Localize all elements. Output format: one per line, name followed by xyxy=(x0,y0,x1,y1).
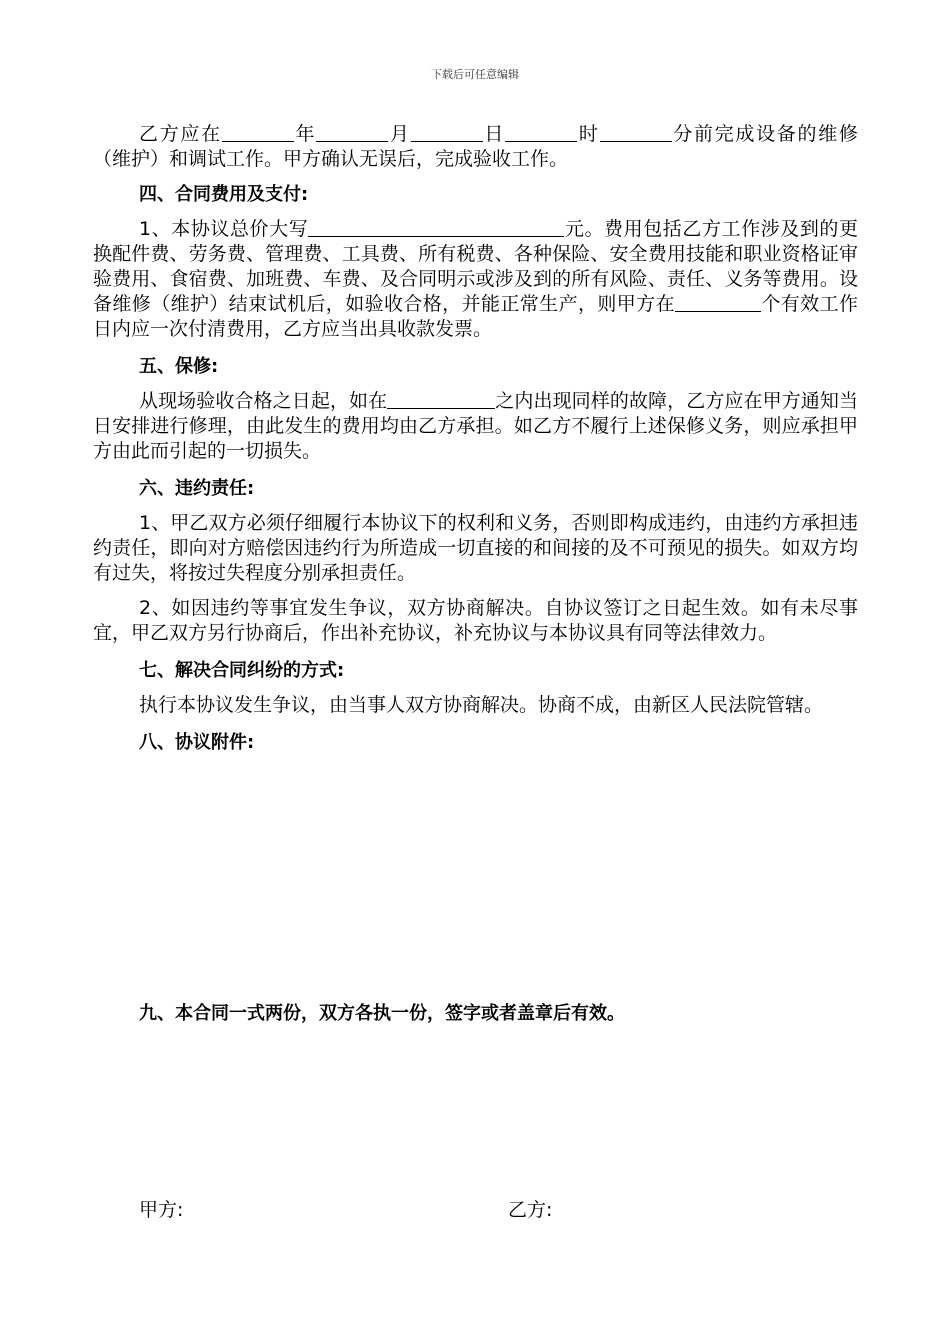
text-segment: 年 xyxy=(293,123,317,145)
section-heading-warranty: 五、保修: xyxy=(139,356,219,377)
warranty-clause xyxy=(93,389,858,464)
day-blank[interactable] xyxy=(411,123,483,142)
text-segment: 日 xyxy=(482,123,506,145)
party-b-signature-label: 乙方: xyxy=(508,1199,553,1221)
text-segment: 个有效工作日内应一次付清费用，乙方应当出具收款发票。 xyxy=(93,293,858,340)
text-segment: 从现场验收合格之日起，如在 xyxy=(139,390,388,412)
text-segment: 月 xyxy=(388,123,411,145)
hour-blank[interactable] xyxy=(505,123,577,142)
breach-clause-1: 1、甲乙双方必须仔细履行本协议下的权利和义务，否则即构成违约，由违约方承担违约责任，即向对方赔偿因违约行为所造成一切直接的和间接的及不可预见的损失。如双方均有过失，将按过失程度分别承担责任。 xyxy=(93,512,858,584)
year-blank[interactable] xyxy=(222,123,294,142)
text-segment: 元。费用包括乙方工作涉及到的更换配件费、劳务费、管理费、工具费、所有税费、各种保险、安全费用技能和职业资格证审验费用、食宿费、加班费、车费、及合同明示或涉及到的所有风险、责任、义务等费用。设备维修（维护）结束试机后，如验收合格，并能正常生产，则甲方在 xyxy=(93,218,858,315)
party-a-signature-label: 甲方: xyxy=(139,1199,184,1221)
completion-clause xyxy=(93,122,858,172)
section-heading-attachments: 八、协议附件: xyxy=(139,732,255,753)
fees-clause xyxy=(93,217,858,342)
minute-blank[interactable] xyxy=(600,123,672,142)
contract-body xyxy=(93,122,858,1026)
text-segment: 分前完成设备的维修（维护）和调试工作。甲方确认无误后，完成验收工作。 xyxy=(93,123,858,170)
page-header: 下载后可任意编辑 xyxy=(431,68,519,81)
warranty-period-blank[interactable] xyxy=(387,390,495,409)
disputes-clause: 执行本协议发生争议，由当事人双方协商解决。协商不成，由新区人民法院管辖。 xyxy=(139,694,824,716)
text-segment: 1、本协议总价大写 xyxy=(139,218,309,240)
total-price-blank[interactable] xyxy=(308,218,564,237)
section-heading-copies: 九、本合同一式两份，双方各执一份，签字或者盖章后有效。 xyxy=(139,1003,625,1024)
month-blank[interactable] xyxy=(316,123,388,142)
payment-days-blank[interactable] xyxy=(675,293,761,312)
section-heading-breach: 六、违约责任: xyxy=(139,478,255,499)
text-segment: 乙方应在 xyxy=(139,123,222,145)
text-segment: 之内出现同样的故障，乙方应在甲方通知当日安排进行修理，由此发生的费用均由乙方承担。如乙方不履行上述保修义务，则应承担甲方由此而引起的一切损失。 xyxy=(93,390,858,462)
section-heading-disputes: 七、解决合同纠纷的方式: xyxy=(139,660,345,681)
breach-clause-2: 2、如因违约等事宜发生争议，双方协商解决。自协议签订之日起生效。如有未尽事宜，甲乙双方另行协商后，作出补充协议，补充协议与本协议具有同等法律效力。 xyxy=(93,597,858,644)
text-segment: 时 xyxy=(577,123,600,145)
section-heading-fees: 四、合同费用及支付: xyxy=(139,184,309,205)
